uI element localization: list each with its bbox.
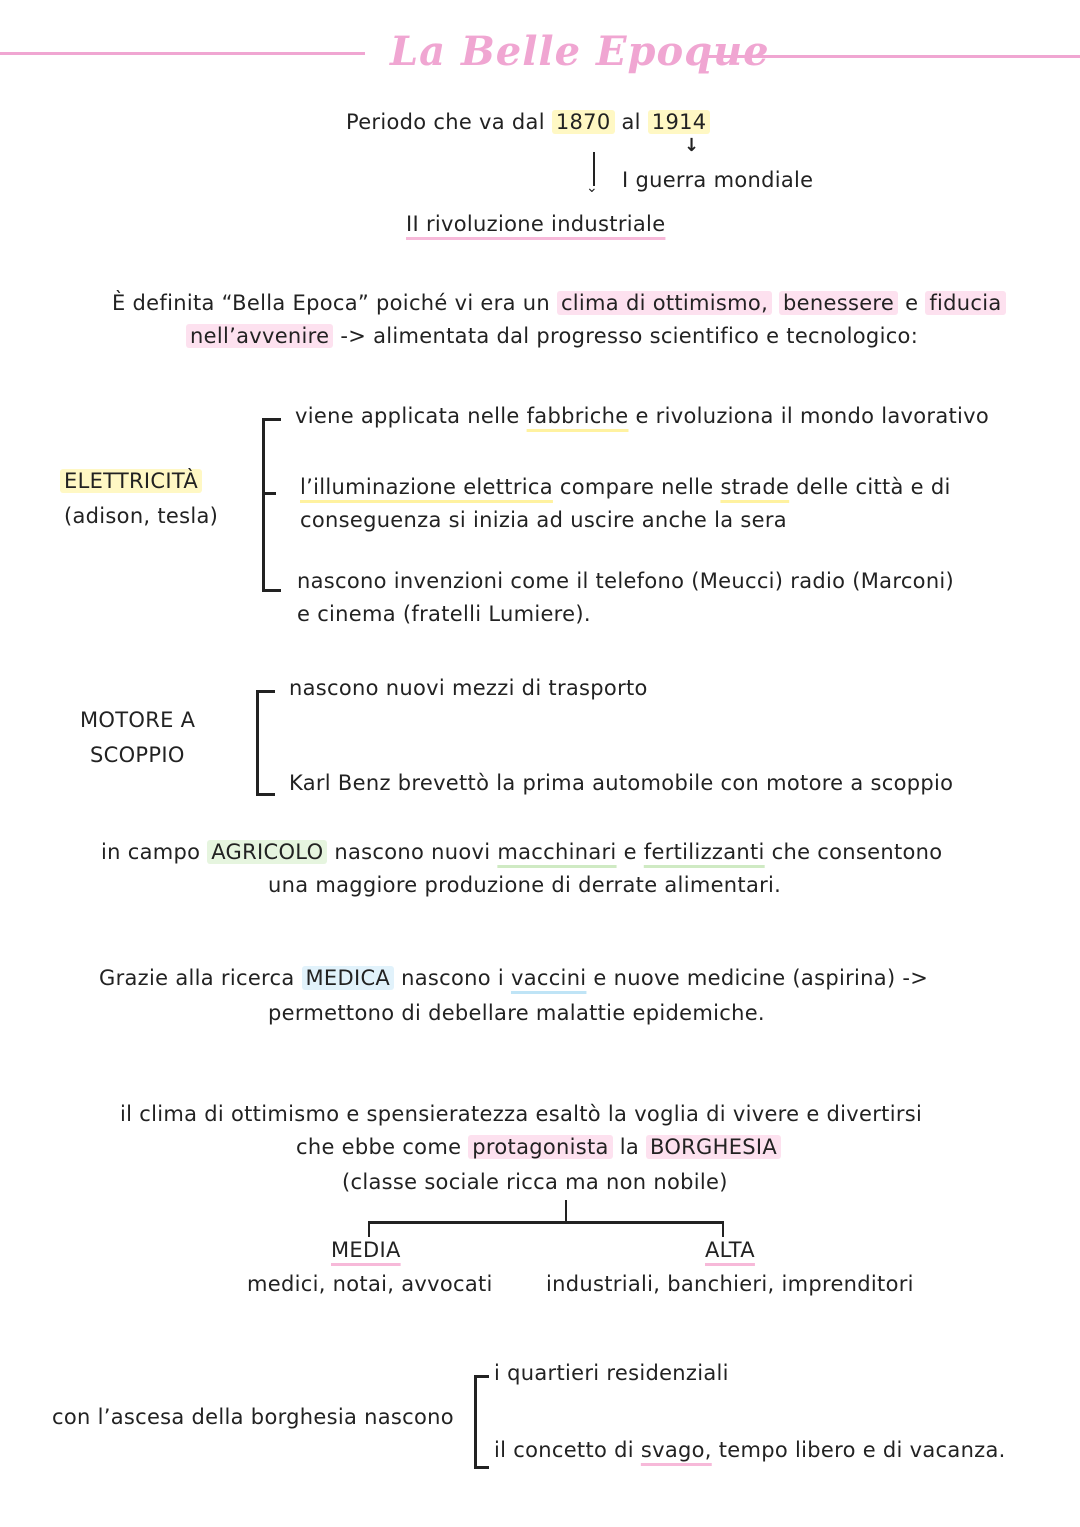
period-start: 1870 [552, 110, 615, 134]
medicine-b: nascono i [401, 966, 504, 990]
alta-label: ALTA [705, 1238, 755, 1262]
motor-label-1: MOTORE A [80, 708, 196, 732]
rise-item-2 [494, 1438, 1006, 1462]
tree-bar [368, 1221, 724, 1224]
medicine-vaccini: vaccini [510, 966, 587, 990]
electricity-p1b: fabbriche [526, 404, 629, 428]
medicine-line-2: permettono di debellare malattie epidemiche. [268, 1001, 765, 1025]
electricity-bracket-tick [262, 492, 276, 495]
electricity-point-3a: nascono invenzioni come il telefono (Meucci) radio (Marconi) [297, 569, 955, 593]
intro-line-2 [186, 324, 918, 348]
agriculture-b: nascono nuovi [334, 840, 491, 864]
war-label: I guerra mondiale [622, 168, 814, 192]
intro-text-a: È definita “Bella Epoca” poiché vi era un [112, 291, 550, 315]
bourgeoisie-b: la [619, 1135, 639, 1159]
electricity-p1c: e rivoluziona il mondo lavorativo [635, 404, 990, 428]
electricity-point-1 [295, 404, 989, 428]
intro-benessere: benessere [779, 291, 898, 315]
electricity-point-2a [300, 475, 951, 499]
tree-stem [565, 1200, 567, 1222]
rise-item2b: svago, [640, 1438, 712, 1462]
rise-item-1: i quartieri residenziali [494, 1361, 729, 1385]
rise-item2a: il concetto di [494, 1438, 634, 1462]
bourgeoisie-a: che ebbe come [296, 1135, 462, 1159]
intro-e: e [905, 291, 919, 315]
electricity-p1a: viene applicata nelle [295, 404, 520, 428]
medicine-c: e nuove medicine (aspirina) -> [593, 966, 929, 990]
agriculture-e: e [623, 840, 637, 864]
electricity-p2b: compare nelle [559, 475, 714, 499]
motor-point-2: Karl Benz brevettò la prima automobile con motore a scoppio [289, 771, 954, 795]
bourgeoisie-keyword: BORGHESIA [646, 1135, 781, 1159]
electricity-point-2b: conseguenza si inizia ad uscire anche la sera [300, 508, 787, 532]
rise-bracket [474, 1375, 489, 1469]
intro-rest: -> alimentata dal progresso scientifico e tecnologico: [340, 324, 919, 348]
arrow-down-small-icon: ↓ [684, 135, 700, 156]
page-title: La Belle Epoque [390, 28, 770, 75]
intro-avvenire: nell’avvenire [186, 324, 333, 348]
media-list: medici, notai, avvocati [247, 1272, 493, 1296]
tree-left-drop [368, 1221, 370, 1237]
revolution-label: II rivoluzione industriale [406, 212, 666, 236]
period-line [346, 110, 710, 134]
medicine-keyword: MEDICA [302, 966, 395, 990]
rise-left: con l’ascesa della borghesia nascono [52, 1405, 454, 1429]
bourgeoisie-line-3: (classe sociale ricca ma non nobile) [342, 1170, 728, 1194]
agriculture-keyword: AGRICOLO [207, 840, 327, 864]
electricity-p2d: delle città e di [796, 475, 951, 499]
agriculture-line-1 [101, 840, 942, 864]
electricity-keyword: ELETTRICITÀ [60, 469, 202, 493]
media-label: MEDIA [331, 1238, 401, 1262]
agriculture-line-2: una maggiore produzione di derrate alimentari. [268, 873, 782, 897]
agriculture-a: in campo [101, 840, 201, 864]
period-prefix: Periodo che va dal [346, 110, 545, 134]
electricity-point-3b: e cinema (fratelli Lumiere). [297, 602, 591, 626]
agriculture-c: che consentono [771, 840, 943, 864]
bourgeoisie-line-2 [296, 1135, 781, 1159]
electricity-p2a: l’illuminazione elettrica [300, 475, 553, 499]
intro-clima: clima di ottimismo, [557, 291, 772, 315]
electricity-bracket [262, 418, 281, 592]
agriculture-macchinari: macchinari [497, 840, 617, 864]
tree-right-drop [722, 1221, 724, 1237]
alta-list: industriali, banchieri, imprenditori [546, 1272, 914, 1296]
intro-line-1 [112, 291, 1006, 315]
title-rule-left [0, 52, 365, 55]
motor-point-1: nascono nuovi mezzi di trasporto [289, 676, 648, 700]
agriculture-fertilizzanti: fertilizzanti [643, 840, 765, 864]
electricity-sub: (adison, tesla) [64, 504, 219, 528]
electricity-p2c: strade [720, 475, 790, 499]
bourgeoisie-line-1: il clima di ottimismo e spensieratezza esaltò la voglia di vivere e divertirsi [120, 1102, 923, 1126]
intro-fiducia: fiducia [925, 291, 1005, 315]
rise-item2c: tempo libero e di vacanza. [718, 1438, 1006, 1462]
bourgeoisie-protagonista: protagonista [468, 1135, 612, 1159]
arrow-head-icon: ⌄ [586, 180, 598, 196]
motor-bracket [256, 690, 275, 796]
period-end: 1914 [648, 110, 711, 134]
period-middle: al [621, 110, 641, 134]
electricity-label [60, 469, 202, 493]
motor-label-2: SCOPPIO [90, 743, 185, 767]
medicine-line-1 [99, 966, 928, 990]
medicine-a: Grazie alla ricerca [99, 966, 295, 990]
